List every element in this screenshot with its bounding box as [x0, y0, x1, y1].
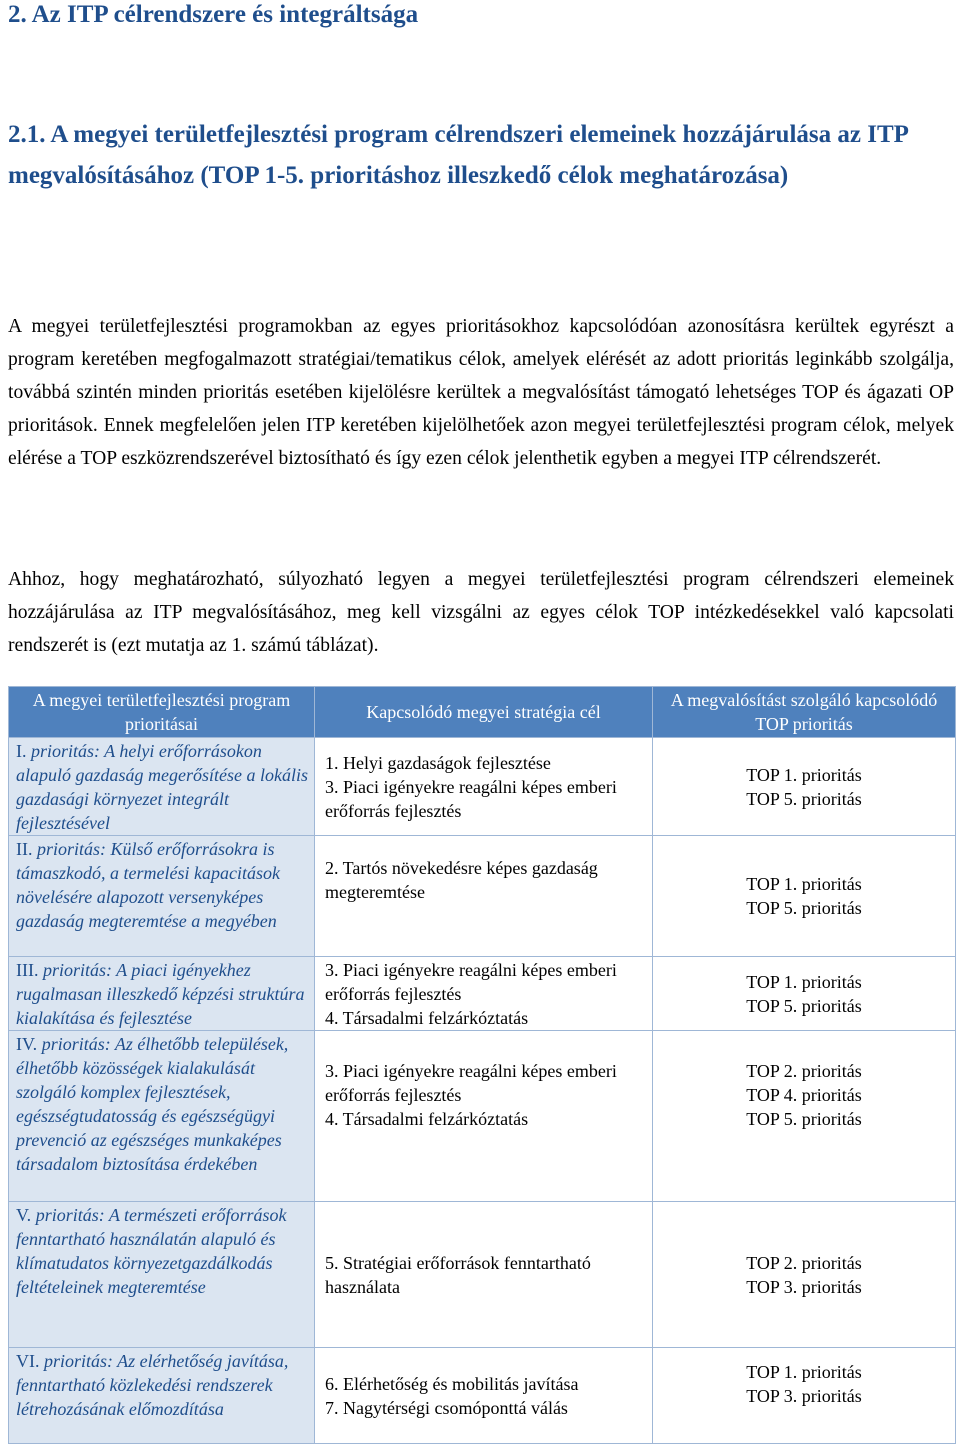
priority-cell [9, 1348, 315, 1444]
priorities-table [8, 686, 956, 1444]
goal-item: 2. Tartós növekedésre képes gazdaság megteremtése [325, 858, 598, 902]
top-item: TOP 2. prioritás [746, 1061, 862, 1081]
table-intro-paragraph: Ahhoz, hogy meghatározható, súlyozható legyen a megyei területfejlesztési program célrendszeri elemeinek hozzájárulása az ITP megvalósításához, meg kell vizsgálni az egyes célok TOP intézkedésekkel való kapcsolati rendszerét is (ezt mutatja az 1. számú táblázat). [8, 569, 954, 656]
top-item: TOP 5. prioritás [746, 995, 862, 1016]
top-item: TOP 3. prioritás [746, 1276, 862, 1297]
goal-cell [315, 836, 653, 957]
priority-number: II. [16, 839, 33, 859]
priority-text: prioritás: A természeti erőforrások fenntartható használatán alapuló és klímatudatos környezetgazdálkodás feltételeinek megteremtése [16, 1205, 287, 1297]
priority-number: VI. [16, 1351, 40, 1371]
top-item: TOP 1. prioritás [746, 874, 862, 894]
top-cell [653, 1202, 956, 1348]
goal-cell [315, 1031, 653, 1202]
priority-cell [9, 738, 315, 836]
table-row [9, 1031, 956, 1202]
intro-paragraph: A megyei területfejlesztési programokban az egyes prioritásokhoz kapcsolódóan azonosításra kerültek egyrészt a program keretében megfogalmazott stratégiai/tematikus célok, amelyek elérését az adott prioritás leginkább szolgálja, továbbá szintén minden prioritás esetében kijelölésre kerültek a megvalósítást támogató lehetséges TOP és ágazati OP prioritások. Ennek megfelelően jelen ITP keretében kijelölhetőek azon megyei területfejlesztési program célok, melyek elérése a TOP eszközrendszerével biztosítható és így ezen célok jelenthetik egyben a megyei ITP célrendszerét. [8, 316, 954, 469]
goal-cell [315, 738, 653, 836]
header-priorities: A megyei területfejlesztési program prioritásai [9, 687, 315, 738]
top-item: TOP 5. prioritás [746, 1109, 862, 1129]
goal-item: 6. Elérhetőség és mobilitás javítása [325, 1373, 579, 1394]
priority-text: prioritás: A piaci igényekhez rugalmasan illeszkedő képzési struktúra kialakítása és fejlesztése [16, 960, 305, 1028]
top-item: TOP 1. prioritás [746, 971, 862, 992]
goal-cell [315, 1348, 653, 1444]
priority-number: V. [16, 1205, 32, 1225]
section-heading: 2. Az ITP célrendszere és integráltsága [8, 1, 419, 28]
table-row [9, 738, 956, 836]
priority-number: IV. [16, 1034, 38, 1054]
goal-item: 3. Piaci igényekre reagálni képes emberi erőforrás fejlesztés [325, 1061, 617, 1105]
top-item: TOP 2. prioritás [746, 1252, 862, 1273]
top-cell [653, 957, 956, 1031]
goal-item: 4. Társadalmi felzárkóztatás [325, 1007, 529, 1028]
priority-cell [9, 836, 315, 957]
goal-cell [315, 957, 653, 1031]
priority-cell [9, 1202, 315, 1348]
top-cell [653, 1031, 956, 1202]
table-row [9, 836, 956, 957]
goal-item: 3. Piaci igényekre reagálni képes emberi erőforrás fejlesztés [325, 959, 617, 1004]
top-cell [653, 1348, 956, 1444]
priority-text: prioritás: Külső erőforrásokra is támaszkodó, a termelési kapacitások növelésére alapozott versenyképes gazdaság megteremtése a megyében [16, 839, 280, 931]
goal-item: 5. Stratégiai erőforrások fenntartható használata [325, 1252, 591, 1297]
top-item: TOP 4. prioritás [746, 1085, 862, 1105]
priority-text: prioritás: Az élhetőbb települések, élhetőbb közösségek kialakulását szolgáló komplex fejlesztések, egészségtudatosság és egészségügyi prevenció az egészséges munkaképes társadalom biztosítása érdekében [16, 1034, 289, 1174]
subsection-heading: 2.1. A megyei területfejlesztési program célrendszeri elemeinek hozzájárulása az ITP megvalósításához (TOP 1-5. prioritáshoz illeszkedő célok meghatározása) [8, 121, 908, 189]
top-item: TOP 1. prioritás [746, 764, 862, 785]
top-item: TOP 1. prioritás [746, 1362, 862, 1382]
goal-item: 1. Helyi gazdaságok fejlesztése [325, 752, 551, 773]
goal-item: 7. Nagytérségi csomóponttá válás [325, 1397, 568, 1418]
priority-number: III. [16, 960, 39, 980]
table-row [9, 957, 956, 1031]
priority-text: prioritás: A helyi erőforrásokon alapuló gazdaság megerősítése a lokális gazdasági környezet integrált fejlesztésével [16, 741, 308, 833]
top-cell [653, 738, 956, 836]
top-cell [653, 836, 956, 957]
table-row [9, 1202, 956, 1348]
top-item: TOP 5. prioritás [746, 788, 862, 809]
table-header-row [9, 687, 956, 738]
header-strategy-goal: Kapcsolódó megyei stratégia cél [315, 687, 653, 738]
goal-item: 4. Társadalmi felzárkóztatás [325, 1109, 529, 1129]
priority-number: I. [16, 741, 27, 761]
table-row [9, 1348, 956, 1444]
goal-cell [315, 1202, 653, 1348]
header-top-priority: A megvalósítást szolgáló kapcsolódó TOP prioritás [653, 687, 956, 738]
priority-cell [9, 957, 315, 1031]
top-item: TOP 5. prioritás [746, 898, 862, 918]
priority-text: prioritás: Az elérhetőség javítása, fenntartható közlekedési rendszerek létrehozásának előmozdítása [16, 1351, 289, 1419]
top-item: TOP 3. prioritás [746, 1386, 862, 1406]
goal-item: 3. Piaci igényekre reagálni képes emberi erőforrás fejlesztés [325, 776, 617, 821]
priority-cell [9, 1031, 315, 1202]
